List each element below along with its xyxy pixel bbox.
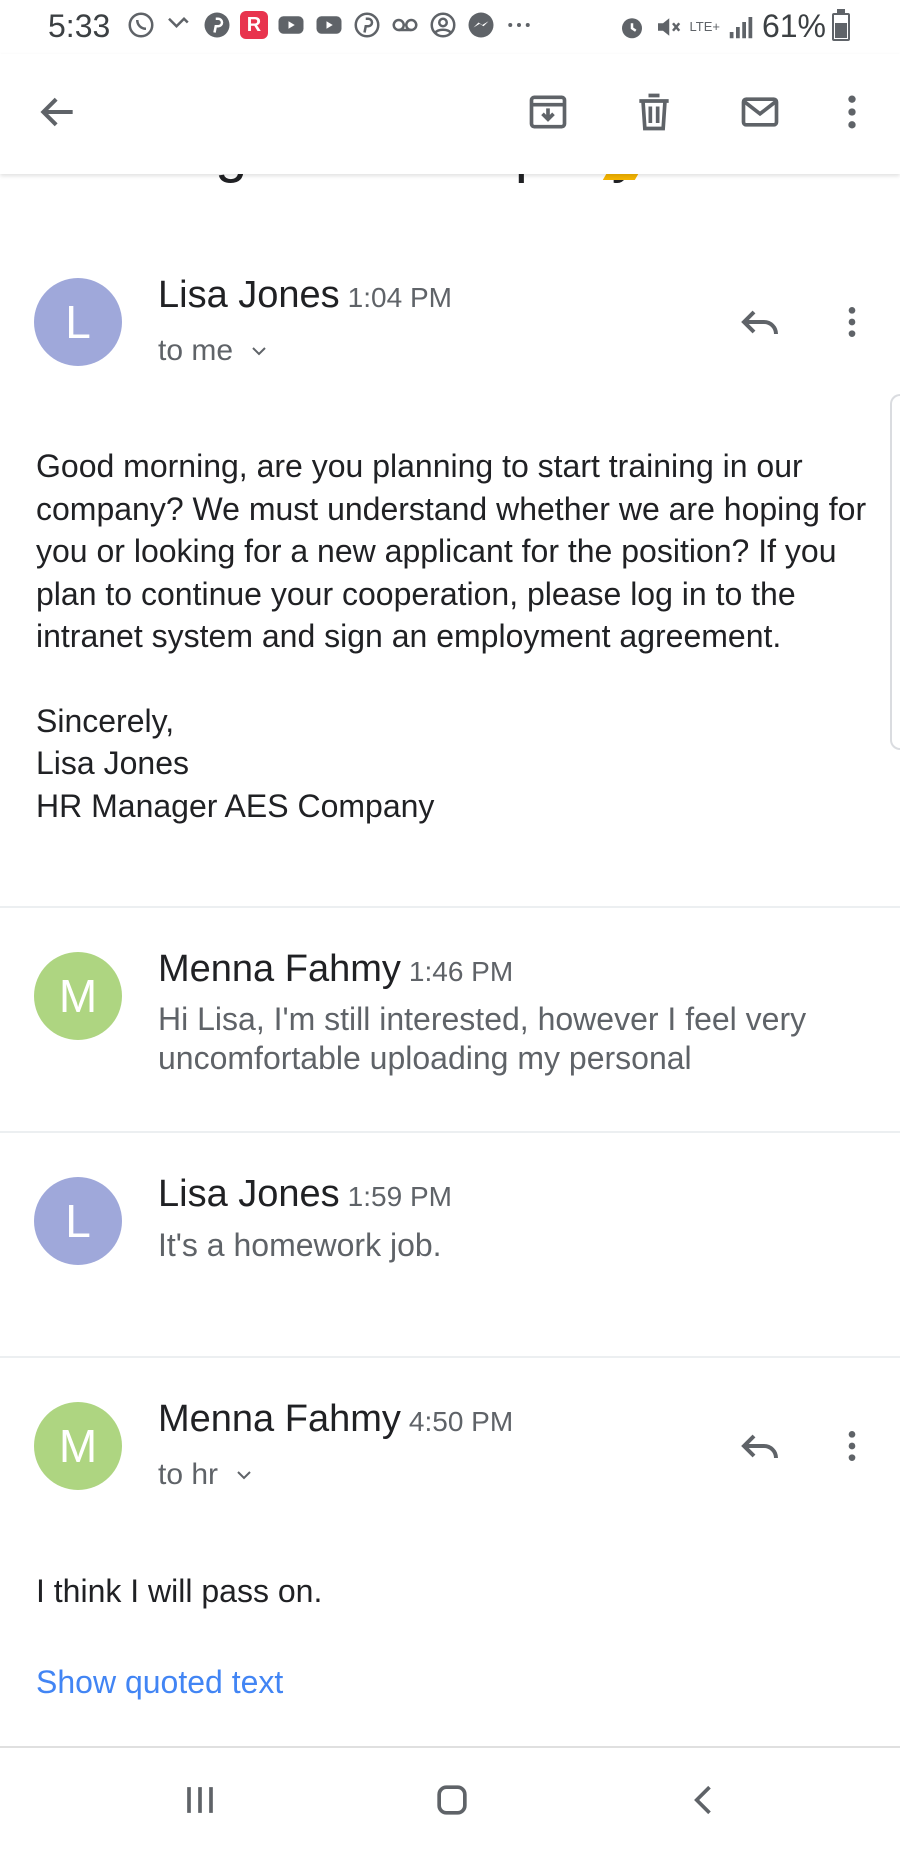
avatar: M (34, 952, 122, 1040)
notification-icons (126, 10, 534, 40)
more-vert-icon (832, 302, 872, 342)
back-arrow-icon[interactable] (30, 84, 86, 140)
nav-back-icon[interactable] (672, 1768, 736, 1832)
avatar[interactable]: L (34, 278, 122, 366)
message-sender[interactable] (158, 1398, 513, 1441)
mark-unread-icon[interactable] (732, 84, 788, 140)
signature-title: HR Manager AES Company (36, 787, 435, 824)
scrollbar-handle[interactable] (890, 394, 900, 750)
messenger-icon (466, 10, 496, 40)
chevron-down-icon (232, 1463, 256, 1487)
network-type: LTE+ (689, 19, 720, 34)
message-divider (0, 1356, 900, 1358)
message-sender (158, 948, 513, 991)
message-more-button[interactable] (824, 1418, 880, 1474)
avatar: L (34, 1177, 122, 1265)
status-time: 5:33 (48, 8, 111, 44)
recent-apps-icon[interactable] (168, 1768, 232, 1832)
whatsapp-icon (126, 10, 156, 40)
system-icons (617, 8, 850, 45)
sender-name: Menna Fahmy (158, 1398, 401, 1440)
chevron-down-icon (247, 339, 271, 363)
missed-call-icon (164, 10, 194, 40)
youtube-icon (276, 10, 306, 40)
avatar[interactable]: M (34, 1402, 122, 1490)
status-bar (0, 0, 900, 54)
sender-name: Menna Fahmy (158, 948, 401, 990)
reply-button[interactable] (732, 1418, 788, 1474)
message-time: 4:50 PM (408, 1406, 514, 1437)
home-icon[interactable] (420, 1768, 484, 1832)
recipient-toggle[interactable] (158, 1458, 256, 1492)
voicemail-icon (390, 10, 420, 40)
pinterest-icon (352, 10, 382, 40)
more-vert-icon (832, 1426, 872, 1466)
body-paragraph: Good morning, are you planning to start training in our company? We must understand whether we are hoping for you or looking for a new applicant for the position? If you plan to continue your cooperation, please log in to the intranet system and sign an employment agreement. (36, 448, 867, 654)
message-time: 1:59 PM (347, 1181, 452, 1212)
youtube-icon (314, 10, 344, 40)
alarm-icon (617, 12, 647, 42)
recipient-label: to me (158, 334, 234, 367)
battery-icon (832, 13, 850, 41)
message-body (36, 445, 876, 827)
message-more-button[interactable] (824, 294, 880, 350)
instagram-icon (428, 10, 458, 40)
top-toolbar (0, 54, 900, 174)
mute-icon (653, 12, 683, 42)
signature-name: Lisa Jones (36, 745, 189, 781)
r-app-icon: R (240, 11, 268, 39)
signoff: Sincerely, (36, 702, 175, 739)
more-notifications-icon (504, 10, 534, 40)
show-quoted-text-link[interactable]: Show quoted text (36, 1664, 284, 1700)
message-body (36, 1570, 876, 1613)
reply-icon (736, 1422, 784, 1470)
reply-button[interactable] (732, 294, 788, 350)
body-paragraph: I think I will pass on. (36, 1573, 323, 1609)
delete-icon[interactable] (626, 84, 682, 140)
message-time: 1:46 PM (408, 956, 514, 987)
message-snippet: Hi Lisa, I'm still interested, however I feel very uncomfortable uploading my personal (158, 1001, 807, 1076)
more-vert-icon[interactable] (824, 84, 880, 140)
sender-name: Lisa Jones (158, 1173, 340, 1215)
message-snippet: It's a homework job. (158, 1227, 442, 1263)
message-sender (158, 1173, 452, 1216)
pinterest-icon (202, 10, 232, 40)
recipient-toggle[interactable] (158, 334, 271, 368)
message-sender[interactable] (158, 274, 452, 317)
battery-percent: 61% (761, 8, 826, 44)
recipient-label: to hr (158, 1458, 219, 1491)
reply-icon (736, 298, 784, 346)
message-time: 1:04 PM (347, 282, 452, 313)
message-divider (0, 906, 900, 908)
signal-icon (726, 12, 756, 42)
message-divider (0, 1131, 900, 1133)
archive-icon[interactable] (520, 84, 576, 140)
sender-name: Lisa Jones (158, 274, 340, 316)
system-nav-bar (0, 1746, 900, 1850)
